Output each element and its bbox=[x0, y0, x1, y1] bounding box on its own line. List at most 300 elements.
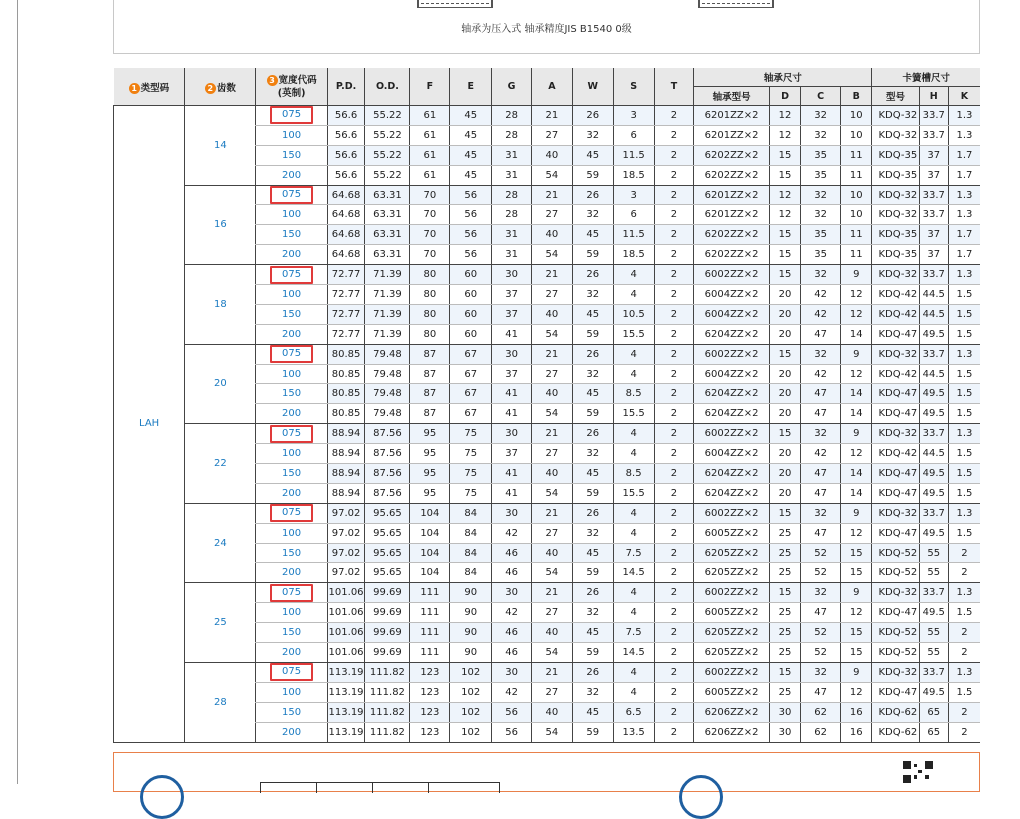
s-cell: 4 bbox=[613, 523, 654, 543]
width-code-cell: 100 bbox=[256, 682, 327, 702]
snap-cell: KDQ-62 bbox=[872, 722, 919, 742]
highlighted-width-code: 075 bbox=[270, 584, 313, 602]
s-cell: 4 bbox=[613, 364, 654, 384]
t-cell: 2 bbox=[654, 563, 694, 583]
d-cell: 20 bbox=[769, 404, 800, 424]
col-g: G bbox=[492, 68, 532, 106]
w-cell: 32 bbox=[572, 523, 613, 543]
g-cell: 31 bbox=[492, 145, 532, 165]
col-teeth bbox=[185, 68, 256, 106]
snap-cell: KDQ-47 bbox=[872, 603, 919, 623]
snap-cell: KDQ-42 bbox=[872, 285, 919, 305]
f-cell: 87 bbox=[410, 364, 450, 384]
pd-cell: 101.06 bbox=[327, 623, 365, 643]
c-cell: 32 bbox=[801, 265, 841, 285]
col-od: O.D. bbox=[365, 68, 410, 106]
b-cell: 11 bbox=[841, 145, 872, 165]
width-code-cell bbox=[256, 424, 327, 444]
g-cell: 41 bbox=[492, 404, 532, 424]
k-cell: 2 bbox=[948, 643, 980, 663]
c-cell: 47 bbox=[801, 483, 841, 503]
t-cell: 2 bbox=[654, 384, 694, 404]
width-code-cell: 150 bbox=[256, 225, 327, 245]
t-cell: 2 bbox=[654, 364, 694, 384]
w-cell: 45 bbox=[572, 702, 613, 722]
width-code-cell: 200 bbox=[256, 245, 327, 265]
f-cell: 87 bbox=[410, 384, 450, 404]
s-cell: 4 bbox=[613, 265, 654, 285]
b-cell: 9 bbox=[841, 344, 872, 364]
col-snap-model: 型号 bbox=[872, 87, 919, 106]
c-cell: 42 bbox=[801, 285, 841, 305]
od-cell: 111.82 bbox=[365, 682, 410, 702]
width-code-cell: 100 bbox=[256, 125, 327, 145]
bearing-cell: 6202ZZ×2 bbox=[694, 165, 769, 185]
b-cell: 15 bbox=[841, 563, 872, 583]
b-cell: 9 bbox=[841, 424, 872, 444]
bearing-cell: 6004ZZ×2 bbox=[694, 364, 769, 384]
k-cell: 1.3 bbox=[948, 106, 980, 126]
d-cell: 15 bbox=[769, 245, 800, 265]
d-cell: 12 bbox=[769, 125, 800, 145]
g-cell: 37 bbox=[492, 444, 532, 464]
h-cell: 44.5 bbox=[919, 364, 948, 384]
f-cell: 70 bbox=[410, 205, 450, 225]
h-cell: 37 bbox=[919, 145, 948, 165]
pd-cell: 64.68 bbox=[327, 245, 365, 265]
h-cell: 49.5 bbox=[919, 324, 948, 344]
d-cell: 15 bbox=[769, 424, 800, 444]
h-cell: 49.5 bbox=[919, 384, 948, 404]
pd-cell: 56.6 bbox=[327, 106, 365, 126]
s-cell: 4 bbox=[613, 682, 654, 702]
f-cell: 95 bbox=[410, 483, 450, 503]
s-cell: 3 bbox=[613, 185, 654, 205]
snap-cell: KDQ-52 bbox=[872, 563, 919, 583]
f-cell: 80 bbox=[410, 285, 450, 305]
width-code-cell: 100 bbox=[256, 205, 327, 225]
snap-cell: KDQ-52 bbox=[872, 643, 919, 663]
snap-cell: KDQ-35 bbox=[872, 245, 919, 265]
c-cell: 52 bbox=[801, 643, 841, 663]
pd-cell: 101.06 bbox=[327, 583, 365, 603]
c-cell: 47 bbox=[801, 464, 841, 484]
od-cell: 99.69 bbox=[365, 643, 410, 663]
t-cell: 2 bbox=[654, 603, 694, 623]
od-cell: 63.31 bbox=[365, 185, 410, 205]
b-cell: 10 bbox=[841, 205, 872, 225]
e-cell: 60 bbox=[450, 324, 492, 344]
od-cell: 79.48 bbox=[365, 384, 410, 404]
a-cell: 54 bbox=[531, 324, 572, 344]
col-width-code bbox=[256, 68, 327, 106]
b-cell: 15 bbox=[841, 623, 872, 643]
table-row bbox=[114, 265, 981, 285]
w-cell: 26 bbox=[572, 185, 613, 205]
width-code-cell: 150 bbox=[256, 702, 327, 722]
snap-cell: KDQ-32 bbox=[872, 125, 919, 145]
bearing-cell: 6201ZZ×2 bbox=[694, 185, 769, 205]
c-cell: 32 bbox=[801, 583, 841, 603]
pd-cell: 80.85 bbox=[327, 404, 365, 424]
snap-groove-group: 卡簧槽尺寸 bbox=[872, 68, 980, 87]
e-cell: 67 bbox=[450, 404, 492, 424]
k-cell: 1.5 bbox=[948, 464, 980, 484]
b-cell: 16 bbox=[841, 722, 872, 742]
d-cell: 15 bbox=[769, 583, 800, 603]
k-cell: 1.7 bbox=[948, 245, 980, 265]
bearing-cell: 6005ZZ×2 bbox=[694, 523, 769, 543]
w-cell: 59 bbox=[572, 563, 613, 583]
snap-cell: KDQ-47 bbox=[872, 483, 919, 503]
pd-cell: 56.6 bbox=[327, 125, 365, 145]
f-cell: 95 bbox=[410, 444, 450, 464]
s-cell: 4 bbox=[613, 344, 654, 364]
a-cell: 27 bbox=[531, 603, 572, 623]
pd-cell: 56.6 bbox=[327, 165, 365, 185]
width-code-cell: 200 bbox=[256, 563, 327, 583]
k-cell: 1.5 bbox=[948, 523, 980, 543]
e-cell: 45 bbox=[450, 125, 492, 145]
a-cell: 21 bbox=[531, 265, 572, 285]
k-cell: 1.7 bbox=[948, 165, 980, 185]
a-cell: 40 bbox=[531, 225, 572, 245]
e-cell: 84 bbox=[450, 543, 492, 563]
pd-cell: 64.68 bbox=[327, 225, 365, 245]
c-cell: 52 bbox=[801, 563, 841, 583]
e-cell: 56 bbox=[450, 205, 492, 225]
f-cell: 61 bbox=[410, 165, 450, 185]
snap-cell: KDQ-32 bbox=[872, 662, 919, 682]
k-cell: 2 bbox=[948, 563, 980, 583]
e-cell: 102 bbox=[450, 702, 492, 722]
b-cell: 10 bbox=[841, 125, 872, 145]
pd-cell: 72.77 bbox=[327, 265, 365, 285]
bearing-cell: 6202ZZ×2 bbox=[694, 145, 769, 165]
s-cell: 7.5 bbox=[613, 543, 654, 563]
snap-cell: KDQ-32 bbox=[872, 583, 919, 603]
d-cell: 15 bbox=[769, 165, 800, 185]
b-cell: 11 bbox=[841, 245, 872, 265]
f-cell: 123 bbox=[410, 722, 450, 742]
width-code-cell: 200 bbox=[256, 404, 327, 424]
od-cell: 71.39 bbox=[365, 265, 410, 285]
w-cell: 59 bbox=[572, 404, 613, 424]
c-cell: 32 bbox=[801, 503, 841, 523]
width-code-cell: 100 bbox=[256, 444, 327, 464]
t-cell: 2 bbox=[654, 444, 694, 464]
e-cell: 45 bbox=[450, 106, 492, 126]
d-cell: 20 bbox=[769, 483, 800, 503]
col-k: K bbox=[948, 87, 980, 106]
od-cell: 79.48 bbox=[365, 364, 410, 384]
e-cell: 56 bbox=[450, 225, 492, 245]
bearing-cell: 6204ZZ×2 bbox=[694, 483, 769, 503]
f-cell: 87 bbox=[410, 344, 450, 364]
teeth-cell: 20 bbox=[185, 344, 256, 424]
d-cell: 20 bbox=[769, 464, 800, 484]
col-h: H bbox=[919, 87, 948, 106]
s-cell: 4 bbox=[613, 603, 654, 623]
e-cell: 56 bbox=[450, 245, 492, 265]
highlighted-width-code: 075 bbox=[270, 186, 313, 204]
a-cell: 21 bbox=[531, 344, 572, 364]
od-cell: 79.48 bbox=[365, 404, 410, 424]
w-cell: 26 bbox=[572, 583, 613, 603]
od-cell: 95.65 bbox=[365, 523, 410, 543]
c-cell: 62 bbox=[801, 702, 841, 722]
pd-cell: 88.94 bbox=[327, 424, 365, 444]
f-cell: 111 bbox=[410, 603, 450, 623]
f-cell: 104 bbox=[410, 563, 450, 583]
h-cell: 33.7 bbox=[919, 583, 948, 603]
width-code-cell: 150 bbox=[256, 304, 327, 324]
k-cell: 1.5 bbox=[948, 384, 980, 404]
t-cell: 2 bbox=[654, 404, 694, 424]
h-cell: 55 bbox=[919, 643, 948, 663]
g-cell: 56 bbox=[492, 722, 532, 742]
f-cell: 70 bbox=[410, 225, 450, 245]
e-cell: 102 bbox=[450, 722, 492, 742]
bearing-cell: 6205ZZ×2 bbox=[694, 563, 769, 583]
g-cell: 41 bbox=[492, 384, 532, 404]
k-cell: 1.3 bbox=[948, 265, 980, 285]
k-cell: 2 bbox=[948, 722, 980, 742]
e-cell: 75 bbox=[450, 424, 492, 444]
bearing-cell: 6005ZZ×2 bbox=[694, 682, 769, 702]
pd-cell: 64.68 bbox=[327, 185, 365, 205]
pd-cell: 113.19 bbox=[327, 682, 365, 702]
highlighted-width-code: 075 bbox=[270, 266, 313, 284]
k-cell: 1.5 bbox=[948, 444, 980, 464]
snap-cell: KDQ-47 bbox=[872, 464, 919, 484]
snap-cell: KDQ-42 bbox=[872, 444, 919, 464]
e-cell: 75 bbox=[450, 444, 492, 464]
a-cell: 21 bbox=[531, 662, 572, 682]
k-cell: 1.3 bbox=[948, 503, 980, 523]
d-cell: 15 bbox=[769, 344, 800, 364]
f-cell: 111 bbox=[410, 583, 450, 603]
g-cell: 30 bbox=[492, 424, 532, 444]
width-code-cell: 200 bbox=[256, 722, 327, 742]
b-cell: 15 bbox=[841, 643, 872, 663]
w-cell: 26 bbox=[572, 344, 613, 364]
f-cell: 70 bbox=[410, 245, 450, 265]
a-cell: 40 bbox=[531, 304, 572, 324]
f-cell: 61 bbox=[410, 145, 450, 165]
od-cell: 79.48 bbox=[365, 344, 410, 364]
s-cell: 3 bbox=[613, 106, 654, 126]
s-cell: 8.5 bbox=[613, 384, 654, 404]
width-code-cell bbox=[256, 344, 327, 364]
e-cell: 67 bbox=[450, 344, 492, 364]
od-cell: 111.82 bbox=[365, 702, 410, 722]
a-cell: 21 bbox=[531, 424, 572, 444]
w-cell: 45 bbox=[572, 225, 613, 245]
t-cell: 2 bbox=[654, 483, 694, 503]
e-cell: 90 bbox=[450, 623, 492, 643]
d-cell: 12 bbox=[769, 185, 800, 205]
f-cell: 104 bbox=[410, 543, 450, 563]
a-cell: 54 bbox=[531, 404, 572, 424]
e-cell: 56 bbox=[450, 185, 492, 205]
k-cell: 2 bbox=[948, 623, 980, 643]
snap-cell: KDQ-32 bbox=[872, 185, 919, 205]
t-cell: 2 bbox=[654, 344, 694, 364]
a-cell: 54 bbox=[531, 483, 572, 503]
badge-2: 2 bbox=[205, 83, 216, 94]
b-cell: 14 bbox=[841, 483, 872, 503]
od-cell: 87.56 bbox=[365, 464, 410, 484]
e-cell: 45 bbox=[450, 145, 492, 165]
w-cell: 26 bbox=[572, 662, 613, 682]
g-cell: 46 bbox=[492, 563, 532, 583]
spec-table-body bbox=[114, 106, 981, 743]
b-cell: 12 bbox=[841, 285, 872, 305]
c-cell: 32 bbox=[801, 185, 841, 205]
c-cell: 42 bbox=[801, 304, 841, 324]
w-cell: 26 bbox=[572, 424, 613, 444]
d-cell: 20 bbox=[769, 304, 800, 324]
col-bearing-model: 轴承型号 bbox=[694, 87, 769, 106]
c-cell: 32 bbox=[801, 205, 841, 225]
f-cell: 123 bbox=[410, 702, 450, 722]
e-cell: 60 bbox=[450, 265, 492, 285]
snap-cell: KDQ-52 bbox=[872, 623, 919, 643]
width-unit-label: (英制) bbox=[277, 87, 306, 99]
d-cell: 25 bbox=[769, 523, 800, 543]
g-cell: 56 bbox=[492, 702, 532, 722]
pd-cell: 97.02 bbox=[327, 523, 365, 543]
g-cell: 31 bbox=[492, 225, 532, 245]
width-code-cell: 100 bbox=[256, 285, 327, 305]
a-cell: 54 bbox=[531, 643, 572, 663]
width-code-cell: 200 bbox=[256, 483, 327, 503]
g-cell: 41 bbox=[492, 324, 532, 344]
s-cell: 11.5 bbox=[613, 145, 654, 165]
s-cell: 4 bbox=[613, 662, 654, 682]
table-row bbox=[114, 662, 981, 682]
d-cell: 25 bbox=[769, 603, 800, 623]
bearing-cell: 6005ZZ×2 bbox=[694, 603, 769, 623]
s-cell: 14.5 bbox=[613, 563, 654, 583]
d-cell: 15 bbox=[769, 265, 800, 285]
s-cell: 15.5 bbox=[613, 483, 654, 503]
e-cell: 84 bbox=[450, 563, 492, 583]
drawing-area bbox=[113, 0, 980, 54]
b-cell: 16 bbox=[841, 702, 872, 722]
g-cell: 30 bbox=[492, 344, 532, 364]
width-code-cell: 200 bbox=[256, 324, 327, 344]
g-cell: 30 bbox=[492, 662, 532, 682]
k-cell: 1.5 bbox=[948, 404, 980, 424]
d-cell: 25 bbox=[769, 543, 800, 563]
highlighted-width-code: 075 bbox=[270, 663, 313, 681]
s-cell: 15.5 bbox=[613, 324, 654, 344]
c-cell: 42 bbox=[801, 364, 841, 384]
od-cell: 55.22 bbox=[365, 145, 410, 165]
t-cell: 2 bbox=[654, 145, 694, 165]
badge-3: 3 bbox=[267, 75, 278, 86]
a-cell: 21 bbox=[531, 503, 572, 523]
g-cell: 31 bbox=[492, 245, 532, 265]
b-cell: 10 bbox=[841, 106, 872, 126]
d-cell: 15 bbox=[769, 225, 800, 245]
d-cell: 15 bbox=[769, 145, 800, 165]
width-code-cell: 150 bbox=[256, 464, 327, 484]
g-cell: 30 bbox=[492, 503, 532, 523]
od-cell: 95.65 bbox=[365, 543, 410, 563]
h-cell: 33.7 bbox=[919, 106, 948, 126]
k-cell: 1.3 bbox=[948, 424, 980, 444]
h-cell: 55 bbox=[919, 543, 948, 563]
d-cell: 20 bbox=[769, 384, 800, 404]
d-cell: 12 bbox=[769, 205, 800, 225]
c-cell: 35 bbox=[801, 245, 841, 265]
width-code-cell: 100 bbox=[256, 603, 327, 623]
c-cell: 32 bbox=[801, 106, 841, 126]
c-cell: 47 bbox=[801, 404, 841, 424]
w-cell: 59 bbox=[572, 483, 613, 503]
e-cell: 60 bbox=[450, 304, 492, 324]
a-cell: 40 bbox=[531, 702, 572, 722]
e-cell: 45 bbox=[450, 165, 492, 185]
k-cell: 1.5 bbox=[948, 682, 980, 702]
pd-cell: 101.06 bbox=[327, 603, 365, 623]
c-cell: 47 bbox=[801, 384, 841, 404]
col-type-code bbox=[114, 68, 185, 106]
d-cell: 15 bbox=[769, 662, 800, 682]
snap-cell: KDQ-47 bbox=[872, 523, 919, 543]
a-cell: 54 bbox=[531, 165, 572, 185]
pd-cell: 113.19 bbox=[327, 722, 365, 742]
e-cell: 75 bbox=[450, 483, 492, 503]
highlighted-width-code: 075 bbox=[270, 504, 313, 522]
t-cell: 2 bbox=[654, 702, 694, 722]
od-cell: 63.31 bbox=[365, 225, 410, 245]
s-cell: 18.5 bbox=[613, 245, 654, 265]
k-cell: 1.7 bbox=[948, 145, 980, 165]
bearing-cell: 6002ZZ×2 bbox=[694, 424, 769, 444]
width-code-cell bbox=[256, 662, 327, 682]
b-cell: 12 bbox=[841, 444, 872, 464]
c-cell: 47 bbox=[801, 603, 841, 623]
c-cell: 35 bbox=[801, 145, 841, 165]
bearing-cell: 6204ZZ×2 bbox=[694, 324, 769, 344]
w-cell: 59 bbox=[572, 245, 613, 265]
k-cell: 1.5 bbox=[948, 304, 980, 324]
s-cell: 4 bbox=[613, 583, 654, 603]
e-cell: 102 bbox=[450, 662, 492, 682]
snap-cell: KDQ-32 bbox=[872, 205, 919, 225]
e-cell: 67 bbox=[450, 384, 492, 404]
e-cell: 90 bbox=[450, 603, 492, 623]
t-cell: 2 bbox=[654, 722, 694, 742]
od-cell: 99.69 bbox=[365, 603, 410, 623]
width-code-cell: 200 bbox=[256, 643, 327, 663]
pd-cell: 72.77 bbox=[327, 324, 365, 344]
table-row bbox=[114, 583, 981, 603]
od-cell: 111.82 bbox=[365, 722, 410, 742]
g-cell: 28 bbox=[492, 106, 532, 126]
w-cell: 45 bbox=[572, 384, 613, 404]
width-code-cell bbox=[256, 503, 327, 523]
bearing-cell: 6002ZZ×2 bbox=[694, 662, 769, 682]
bearing-cell: 6201ZZ×2 bbox=[694, 106, 769, 126]
t-cell: 2 bbox=[654, 165, 694, 185]
h-cell: 55 bbox=[919, 623, 948, 643]
col-b: B bbox=[841, 87, 872, 106]
